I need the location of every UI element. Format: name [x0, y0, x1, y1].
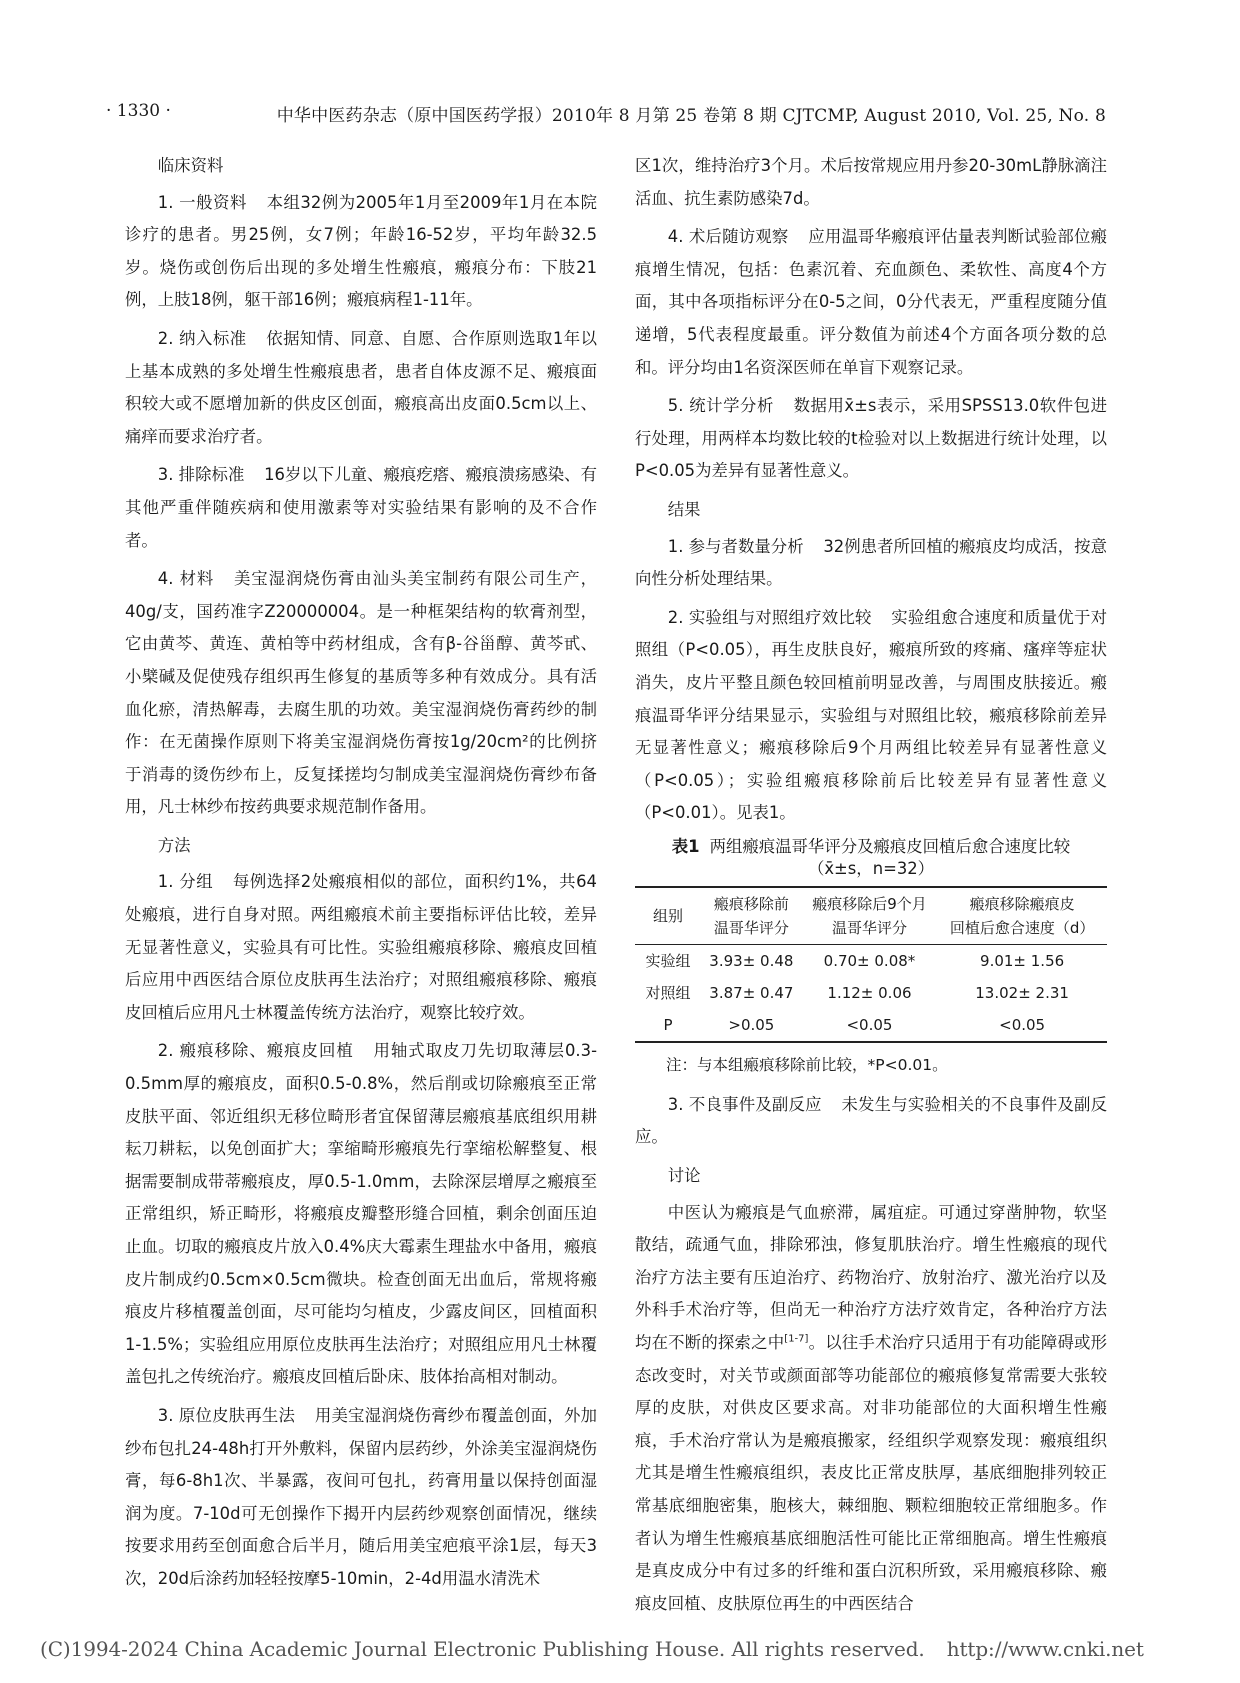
table-note: 注：与本组瘢痕移除前比较，*P<0.01。	[666, 1055, 948, 1074]
subsection-title: 3. 不良事件及副反应	[667, 1094, 822, 1114]
table-cell: >0.05	[728, 1015, 775, 1034]
citation: [1-7]	[784, 1333, 809, 1345]
paragraph	[125, 323, 597, 453]
paragraph	[125, 563, 597, 824]
table-cell: 9.01± 1.56	[980, 951, 1065, 970]
copyright-footer	[40, 1637, 1144, 1661]
table-row	[635, 1009, 1107, 1042]
table-cell: 3.93± 0.48	[709, 951, 794, 970]
journal-info: 中华中医药杂志（原中国医药学报）2010年 8 月第 25 卷第 8 期 CJTCMP, August 2010, Vol. 25, No. 8	[276, 106, 1106, 126]
copyright-text: (C)1994-2024 China Academic Journal Electronic Publishing House. All rights reserved.	[40, 1637, 925, 1661]
subsection-title: 2. 实验组与对照组疗效比较	[667, 607, 872, 627]
paragraph-text: 。以往手术治疗只适用于有功能障碍或形态改变时，对关节或颜面部等功能部位的瘢痕修复常需要大张较厚的皮肤，对供皮区要求高。对非功能部位的大面积增生性瘢痕，手术治疗常认为是瘢痕搬家，经组织学观察发现：瘢痕组织尤其是增生性瘢痕组织，表皮比正常皮肤厚，基底细胞排列较正常基底细胞密集，胞核大，棘细胞、颗粒细胞较正常细胞多。作者认为增生性瘢痕基底细胞活性可能比正常细胞高。增生性瘢痕是真皮成分中有过多的纤维和蛋白沉积所致，采用瘢痕移除、瘢痕皮回植、皮肤原位再生的中西医结合	[635, 1333, 1108, 1613]
paragraph	[635, 1089, 1107, 1154]
table-header-cell: 组别	[652, 906, 683, 925]
paragraph	[125, 1035, 597, 1394]
subsection-title: 4. 材料	[157, 569, 215, 589]
left-column	[125, 150, 597, 1602]
paragraph-text: 16岁以下儿童、瘢痕疙瘩、瘢痕溃疡感染、有其他严重伴随疾病和使用激素等对实验结果有影响的及不合作者。	[125, 465, 597, 550]
paragraph-text: 美宝湿润烧伤膏由汕头美宝制药有限公司生产，40g/支，国药准字Z20000004。是一种框架结构的软膏剂型，它由黄芩、黄连、黄柏等中药材组成，含有β-谷甾醇、黄芩甙、小檗碱及促使残存组织再生修复的基质等多种有效成分。具有活血化瘀，清热解毒，去腐生肌的功效。美宝湿润烧伤膏药纱的制作：在无菌操作原则下将美宝湿润烧伤膏按1g/20cm²的比例挤于消毒的烫伤纱布上，反复揉搓均匀制成美宝湿润烧伤膏纱布备用，凡士林纱布按药典要求规范制作备用。	[125, 569, 597, 817]
paragraph-text: 32例患者所回植的瘢痕皮均成活，按意向性分析处理结果。	[635, 536, 1107, 589]
paragraph-text: 每例选择2处瘢痕相似的部位，面积约1%，共64处瘢痕，进行自身对照。两组瘢痕术前主要指标评估比较，差异无显著性意义，实验具有可比性。实验组瘢痕移除、瘢痕皮回植后应用中西医结合原位皮肤再生法治疗；对照组瘢痕移除、瘢痕皮回植后应用凡士林覆盖传统方法治疗，观察比较疗效。	[125, 872, 597, 1022]
table-header-cell: 瘢痕移除瘢痕皮 回植后愈合速度（d）	[949, 894, 1095, 937]
table-cell: 1.12± 0.06	[827, 983, 912, 1002]
table-cell: 13.02± 2.31	[975, 983, 1069, 1002]
table-subcaption: （x̄±s，n=32）	[807, 858, 935, 878]
table-cell: <0.05	[999, 1015, 1046, 1034]
paragraph-text: 用轴式取皮刀先切取薄层0.3-0.5mm厚的瘢痕皮，面积0.5-0.8%，然后削或切除瘢痕至正常皮肤平面、邻近组织无移位畸形者宜保留薄层瘢痕基底组织用耕耘刀耕耘，以免创面扩大；挛缩畸形瘢痕先行挛缩松解整复、根据需要制成带蒂瘢痕皮，厚0.5-1.0mm，去除深层增厚之瘢痕至正常组织，矫正畸形，将瘢痕皮瓣整形缝合回植，剩余创面压迫止血。切取的瘢痕皮片放入0.4%庆大霉素生理盐水中备用，瘢痕皮片制成约0.5cm×0.5cm微块。检查创面无出血后，常规将瘢痕皮片移植覆盖创面，尽可能均匀植皮，少露皮间区，回植面积1-1.5%；实验组应用原位皮肤再生法治疗；对照组应用凡士林覆盖包扎之传统治疗。瘢痕皮回植后卧床、肢体抬高相对制动。	[125, 1041, 597, 1387]
right-column	[635, 150, 1107, 1626]
paragraph	[125, 459, 597, 557]
paragraph-text: 应用温哥华瘢痕评估量表判断试验部位瘢痕增生情况，包括：色素沉着、充血颜色、柔软性、高度4个方面，其中各项指标评分在0-5之间，0分代表无，严重程度随分值递增，5代表程度最重。评分数值为前述4个方面各项分数的总和。评分均由1名资深医师在单盲下观察记录。	[635, 227, 1108, 377]
paragraph	[125, 1400, 597, 1596]
paragraph-text: 依据知情、同意、自愿、合作原则选取1年以上基本成熟的多处增生性瘢痕患者，患者自体皮源不足、瘢痕面积较大或不愿增加新的供皮区创面，瘢痕高出皮面0.5cm以上、痛痒而要求治疗者。	[125, 328, 597, 446]
paragraph-text: 数据用x̄±s表示，采用SPSS13.0软件包进行处理，用两样本均数比较的t检验对以上数据进行统计处理，以P<0.05为差异有显著性意义。	[635, 396, 1107, 481]
table-cell: P	[663, 1015, 673, 1034]
paragraph	[635, 602, 1107, 830]
paragraph	[635, 390, 1107, 488]
paragraph	[125, 866, 597, 1029]
page-number: · 1330 ·	[106, 101, 171, 121]
table-header-cell: 瘢痕移除前 温哥华评分	[713, 894, 789, 937]
section-heading-clinical: 临床资料	[157, 156, 224, 175]
paragraph	[635, 1197, 1107, 1621]
table-header-row	[635, 887, 1107, 945]
subsection-title: 5. 统计学分析	[667, 396, 774, 416]
paragraph-text: 中医认为瘢痕是气血瘀滞，属疽症。可通过穿凿肿物，软坚散结，疏通气血，排除邪浊，修复肌肤治疗。增生性瘢痕的现代治疗方法主要有压迫治疗、药物治疗、放射治疗、激光治疗以及外科手术治疗等，但尚无一种治疗方法疗效肯定，各种治疗方法均在不断的探索之中	[635, 1202, 1107, 1353]
subsection-title: 1. 一般资料	[157, 192, 247, 212]
subsection-title: 1. 参与者数量分析	[667, 536, 804, 556]
table-header-cell: 瘢痕移除后9个月 温哥华评分	[812, 894, 927, 937]
paragraph	[635, 531, 1107, 596]
footer-url[interactable]: http://www.cnki.net	[946, 1637, 1144, 1661]
paragraph	[125, 187, 597, 317]
paragraph	[635, 221, 1107, 384]
table-cell: <0.05	[846, 1015, 893, 1034]
results-table	[635, 886, 1107, 1043]
section-heading-methods: 方法	[157, 835, 191, 855]
paragraph-text: 本组32例为2005年1月至2009年1月在本院诊疗的患者。男25例，女7例；年龄16-52岁，平均年龄32.5岁。烧伤或创伤后出现的多处增生性瘢痕，瘢痕分布：下肢21例，上肢18例，躯干部16例；瘢痕病程1-11年。	[125, 192, 597, 310]
section-heading-results: 结果	[667, 499, 701, 519]
subsection-title: 3. 原位皮肤再生法	[157, 1405, 296, 1425]
table-cell: 3.87± 0.47	[709, 983, 794, 1002]
table-row	[635, 944, 1107, 977]
section-heading-discussion: 讨论	[667, 1166, 701, 1186]
subsection-title: 1. 分组	[157, 872, 214, 892]
subsection-title: 3. 排除标准	[157, 465, 245, 485]
running-header	[106, 101, 1106, 135]
table-cell: 0.70± 0.08*	[823, 951, 916, 970]
table-number: 表1	[671, 836, 700, 856]
paragraph: 区1次，维持治疗3个月。术后按常规应用丹参20-30mL静脉滴注活血、抗生素防感染7d。	[635, 156, 1107, 208]
subsection-title: 2. 纳入标准	[157, 328, 247, 348]
table-title: 两组瘢痕温哥华评分及瘢痕皮回植后愈合速度比较	[709, 836, 1071, 856]
table-cell: 实验组	[645, 951, 691, 970]
table-row	[635, 977, 1107, 1009]
paragraph-text: 未发生与实验相关的不良事件及副反应。	[635, 1094, 1107, 1147]
table-cell: 对照组	[645, 983, 691, 1002]
subsection-title: 4. 术后随访观察	[667, 227, 789, 247]
paragraph-text: 实验组愈合速度和质量优于对照组（P<0.05），再生皮肤良好，瘢痕所致的疼痛、瘙痒等症状消失，皮片平整且颜色较回植前明显改善，与周围皮肤接近。瘢痕温哥华评分结果显示，实验组与对照组比较，瘢痕移除前差异无显著性意义；瘢痕移除后9个月两组比较差异有显著性意义（P<0.05）；实验组瘢痕移除前后比较差异有显著性意义（P<0.01）。见表1。	[635, 607, 1107, 823]
paragraph-text: 用美宝湿润烧伤膏纱布覆盖创面，外加纱布包扎24-48h打开外敷料，保留内层药纱，外涂美宝湿润烧伤膏，每6-8h1次、半暴露，夜间可包扎，药膏用量以保持创面湿润为度。7-10d可无创操作下揭开内层药纱观察创面情况，继续按要求用药至创面愈合后半月，随后用美宝疤痕平涂1层，每天3次，20d后涂药加轻轻按摩5-10min，2-4d用温水清洗术	[125, 1405, 597, 1588]
subsection-title: 2. 瘢痕移除、瘢痕皮回植	[157, 1041, 354, 1061]
table-caption	[635, 836, 1107, 880]
